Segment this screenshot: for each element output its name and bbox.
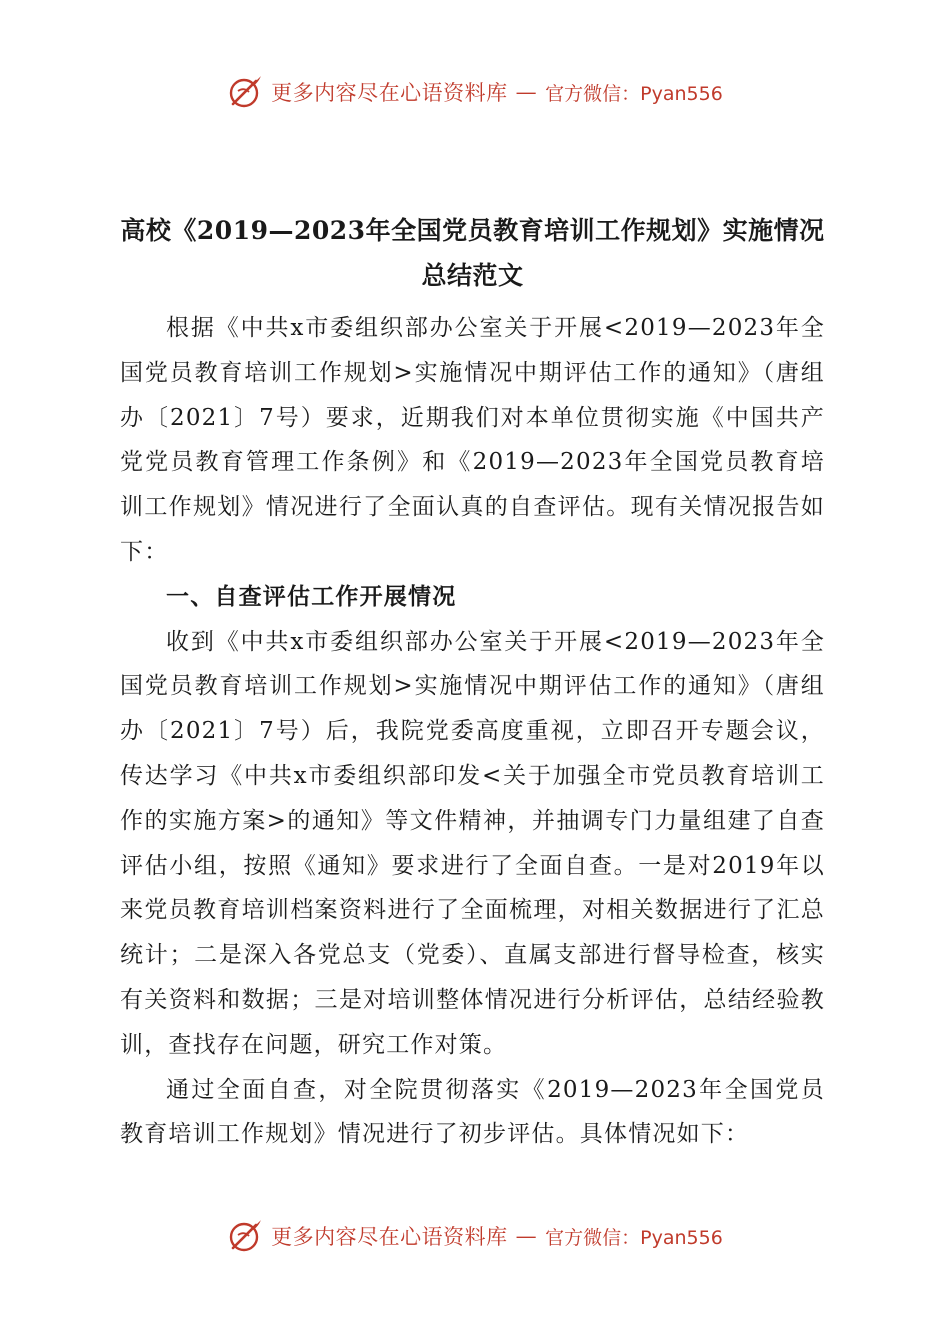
watermark-separator: — <box>515 80 538 104</box>
watermark-contact: 官方微信：Pyan556 <box>545 82 723 105</box>
section-heading-1: 一、自查评估工作开展情况 <box>166 582 457 610</box>
watermark-separator: — <box>515 1224 538 1248</box>
document-title: 高校《2019—2023年全国党员教育培训工作规划》实施情况总结范文 <box>120 216 825 290</box>
quill-pen-logo-icon <box>227 74 263 110</box>
watermark-banner-top <box>0 70 950 114</box>
document-body <box>120 208 825 1157</box>
paragraph-evaluation: 通过全面自查，对全院贯彻落实《2019—2023年全国党员教育培训工作规划》情况进行了初步评估。具体情况如下： <box>120 1076 825 1148</box>
watermark-banner-bottom <box>0 1214 950 1258</box>
watermark-text: 更多内容尽在心语资料库 <box>271 81 508 105</box>
paragraph-intro: 根据《中共x市委组织部办公室关于开展<2019—2023年全国党员教育培训工作规划>实施情况中期评估工作的通知》（唐组办〔2021〕7号）要求，近期我们对本单位贯彻实施《中国共产党党员教育管理工作条例》和《2019—2023年全国党员教育培训工作规划》情况进行了全面认真的自查评估。现有关情况报告如下： <box>120 315 825 565</box>
quill-pen-logo-icon <box>227 1218 263 1254</box>
watermark-text: 更多内容尽在心语资料库 <box>271 1225 508 1249</box>
paragraph-self-check: 收到《中共x市委组织部办公室关于开展<2019—2023年全国党员教育培训工作规划>实施情况中期评估工作的通知》（唐组办〔2021〕7号）后，我院党委高度重视，立即召开专题会议，传达学习《中共x市委组织部印发<关于加强全市党员教育培训工作的实施方案>的通知》等文件精神，并抽调专门力量组建了自查评估小组，按照《通知》要求进行了全面自查。一是对2019年以来党员教育培训档案资料进行了全面梳理，对相关数据进行了汇总统计；二是深入各党总支（党委）、直属支部进行督导检查，核实有关资料和数据；三是对培训整体情况进行分析评估，总结经验教训，查找存在问题，研究工作对策。 <box>120 628 825 1058</box>
watermark-contact: 官方微信：Pyan556 <box>545 1226 723 1249</box>
